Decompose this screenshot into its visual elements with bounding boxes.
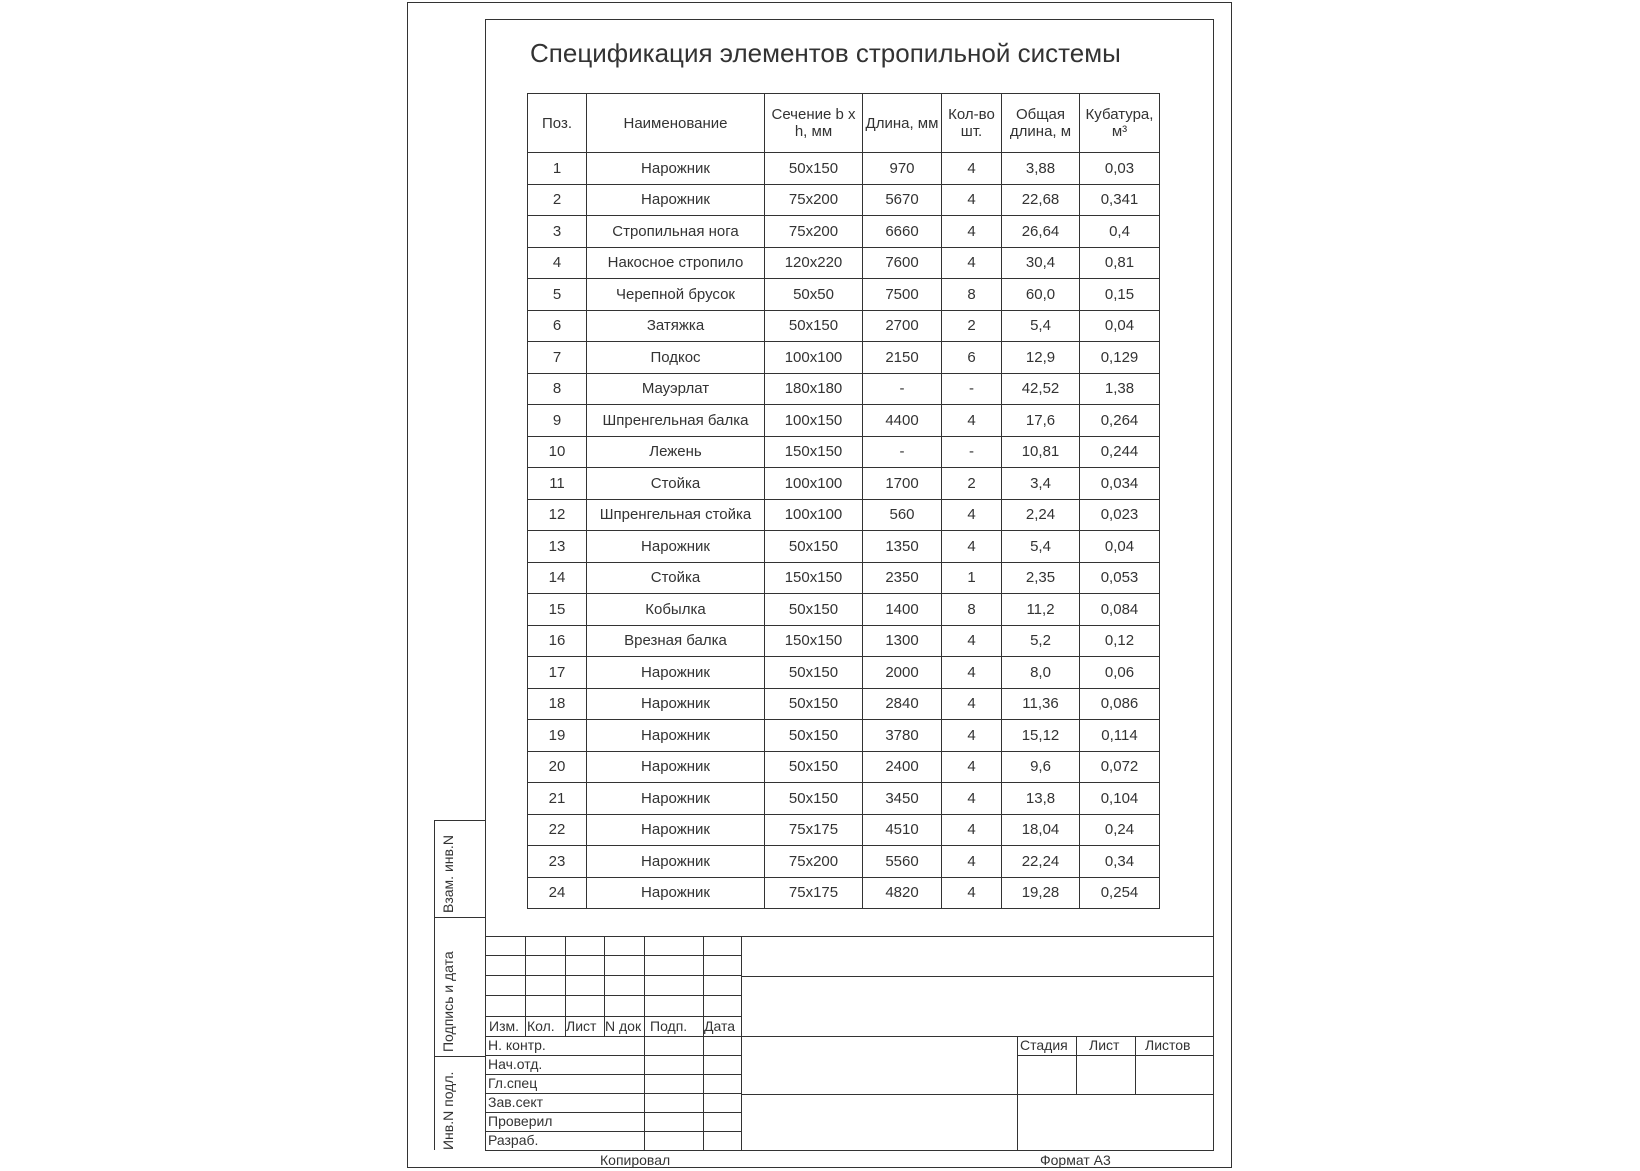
cell-section: 75x200 [765,846,863,878]
cell-length: 7600 [863,247,942,279]
stage-header-list: Лист [1089,1037,1120,1053]
cell-volume: 0,053 [1080,562,1160,594]
role-razrab: Разраб. [488,1132,539,1148]
cell-name: Стойка [587,468,765,500]
table-row [528,751,1160,783]
cell-name: Стропильная нога [587,216,765,248]
cell-pos: 21 [528,783,587,815]
cell-section: 50x50 [765,279,863,311]
cell-total-length: 42,52 [1002,373,1080,405]
stage-header-listov: Листов [1145,1037,1191,1053]
cell-pos: 18 [528,688,587,720]
cell-pos: 14 [528,562,587,594]
cell-total-length: 5,4 [1002,531,1080,563]
cell-total-length: 3,4 [1002,468,1080,500]
cell-pos: 17 [528,657,587,689]
table-header-row [528,94,1160,153]
table-row [528,688,1160,720]
cell-total-length: 15,12 [1002,720,1080,752]
cell-length: 2350 [863,562,942,594]
table-row [528,184,1160,216]
cell-volume: 0,15 [1080,279,1160,311]
side-strip-divider [434,820,435,1150]
cell-length: 1700 [863,468,942,500]
cell-section: 180x180 [765,373,863,405]
cell-pos: 20 [528,751,587,783]
cell-section: 75x175 [765,814,863,846]
cell-volume: 1,38 [1080,373,1160,405]
cell-length: 5560 [863,846,942,878]
table-body [528,153,1160,909]
cell-name: Мауэрлат [587,373,765,405]
cell-length: - [863,436,942,468]
cell-quantity: 4 [942,877,1002,909]
cell-volume: 0,264 [1080,405,1160,437]
table-row [528,877,1160,909]
cell-pos: 22 [528,814,587,846]
cell-quantity: 4 [942,153,1002,185]
cell-quantity: 1 [942,562,1002,594]
cell-section: 50x150 [765,751,863,783]
cell-length: 4510 [863,814,942,846]
table-row [528,720,1160,752]
cell-total-length: 8,0 [1002,657,1080,689]
cell-pos: 6 [528,310,587,342]
cell-volume: 0,81 [1080,247,1160,279]
cell-total-length: 19,28 [1002,877,1080,909]
side-label-vzam: Взам. инв.N [440,835,456,913]
table-row [528,436,1160,468]
table-row [528,310,1160,342]
header-total-length: Общая длина, м [1002,94,1080,153]
cell-quantity: 2 [942,310,1002,342]
cell-pos: 1 [528,153,587,185]
cell-volume: 0,244 [1080,436,1160,468]
cell-length: 4400 [863,405,942,437]
cell-pos: 19 [528,720,587,752]
table-row [528,625,1160,657]
table-row [528,468,1160,500]
cell-name: Подкос [587,342,765,374]
cell-volume: 0,03 [1080,153,1160,185]
cell-quantity: 4 [942,247,1002,279]
cell-volume: 0,129 [1080,342,1160,374]
cell-quantity: - [942,436,1002,468]
cell-name: Стойка [587,562,765,594]
cell-total-length: 12,9 [1002,342,1080,374]
cell-total-length: 2,35 [1002,562,1080,594]
cell-section: 50x150 [765,783,863,815]
cell-quantity: 4 [942,531,1002,563]
cell-total-length: 22,24 [1002,846,1080,878]
cell-volume: 0,06 [1080,657,1160,689]
cell-name: Нарожник [587,846,765,878]
cell-total-length: 13,8 [1002,783,1080,815]
table-row [528,594,1160,626]
cell-quantity: 4 [942,814,1002,846]
cell-quantity: 4 [942,751,1002,783]
cell-name: Накосное стропило [587,247,765,279]
cell-length: 5670 [863,184,942,216]
cell-quantity: 4 [942,657,1002,689]
title-block-divider [1017,1036,1018,1150]
cell-length: 3450 [863,783,942,815]
cell-volume: 0,114 [1080,720,1160,752]
cell-section: 100x100 [765,468,863,500]
col-header-izm: Изм. [489,1018,519,1034]
side-strip-line [434,1056,485,1057]
cell-total-length: 22,68 [1002,184,1080,216]
cell-name: Кобылка [587,594,765,626]
col-header-kol: Кол. [527,1018,555,1034]
header-pos: Поз. [528,94,587,153]
cell-pos: 7 [528,342,587,374]
cell-quantity: 4 [942,405,1002,437]
table-row [528,216,1160,248]
cell-pos: 2 [528,184,587,216]
cell-length: 4820 [863,877,942,909]
cell-section: 50x150 [765,657,863,689]
cell-length: 2840 [863,688,942,720]
col-header-list: Лист [566,1018,597,1034]
cell-quantity: 4 [942,783,1002,815]
cell-pos: 12 [528,499,587,531]
cell-volume: 0,12 [1080,625,1160,657]
cell-name: Нарожник [587,877,765,909]
cell-name: Нарожник [587,184,765,216]
page-title: Спецификация элементов стропильной системы [530,38,1121,68]
cell-name: Лежень [587,436,765,468]
rev-grid-divider [525,936,526,1036]
title-block-line [1017,1055,1214,1056]
cell-name: Нарожник [587,153,765,185]
cell-name: Черепной брусок [587,279,765,311]
footer-copied: Копировал [600,1152,671,1168]
cell-total-length: 5,4 [1002,310,1080,342]
cell-volume: 0,084 [1080,594,1160,626]
cell-volume: 0,24 [1080,814,1160,846]
cell-section: 50x150 [765,594,863,626]
cell-quantity: 4 [942,184,1002,216]
cell-quantity: 8 [942,279,1002,311]
side-strip-line [434,820,485,821]
col-header-data: Дата [704,1018,736,1034]
cell-length: 970 [863,153,942,185]
rev-grid-divider [703,936,704,1150]
cell-total-length: 11,36 [1002,688,1080,720]
table-row [528,247,1160,279]
cell-section: 50x150 [765,153,863,185]
cell-total-length: 3,88 [1002,153,1080,185]
cell-quantity: 4 [942,625,1002,657]
table-row [528,405,1160,437]
table-row [528,342,1160,374]
specification-table [527,93,1160,909]
cell-length: 560 [863,499,942,531]
cell-pos: 16 [528,625,587,657]
cell-length: 1400 [863,594,942,626]
side-label-inv: Инв.N подл. [440,1071,456,1150]
cell-section: 50x150 [765,310,863,342]
cell-total-length: 18,04 [1002,814,1080,846]
cell-length: - [863,373,942,405]
cell-name: Затяжка [587,310,765,342]
cell-volume: 0,4 [1080,216,1160,248]
cell-length: 2000 [863,657,942,689]
cell-section: 75x200 [765,184,863,216]
cell-total-length: 9,6 [1002,751,1080,783]
cell-length: 2150 [863,342,942,374]
cell-section: 150x150 [765,436,863,468]
header-quantity: Кол-во шт. [942,94,1002,153]
cell-volume: 0,086 [1080,688,1160,720]
col-header-podp: Подп. [650,1018,688,1034]
cell-volume: 0,04 [1080,310,1160,342]
cell-pos: 4 [528,247,587,279]
title-block-divider [1135,1036,1136,1094]
cell-section: 50x150 [765,531,863,563]
cell-pos: 23 [528,846,587,878]
cell-pos: 15 [528,594,587,626]
cell-quantity: 4 [942,499,1002,531]
cell-section: 100x100 [765,342,863,374]
cell-total-length: 30,4 [1002,247,1080,279]
cell-name: Нарожник [587,720,765,752]
cell-pos: 9 [528,405,587,437]
header-volume: Кубатура, м³ [1080,94,1160,153]
cell-quantity: 6 [942,342,1002,374]
cell-name: Нарожник [587,657,765,689]
cell-length: 2700 [863,310,942,342]
cell-length: 6660 [863,216,942,248]
cell-section: 150x150 [765,562,863,594]
table-row [528,499,1160,531]
cell-volume: 0,104 [1080,783,1160,815]
cell-section: 75x200 [765,216,863,248]
cell-section: 50x150 [765,720,863,752]
table-row [528,814,1160,846]
cell-total-length: 11,2 [1002,594,1080,626]
cell-pos: 8 [528,373,587,405]
cell-name: Нарожник [587,814,765,846]
cell-total-length: 10,81 [1002,436,1080,468]
cell-name: Врезная балка [587,625,765,657]
table-row [528,531,1160,563]
title-block-divider [741,936,742,1150]
side-label-signature: Подпись и дата [440,951,456,1052]
header-length: Длина, мм [863,94,942,153]
cell-quantity: 4 [942,688,1002,720]
cell-section: 100x100 [765,499,863,531]
cell-name: Нарожник [587,751,765,783]
cell-volume: 0,034 [1080,468,1160,500]
cell-quantity: 4 [942,720,1002,752]
role-n-kontr: Н. контр. [488,1037,546,1053]
cell-name: Шпренгельная стойка [587,499,765,531]
cell-pos: 10 [528,436,587,468]
table-row [528,279,1160,311]
cell-length: 1350 [863,531,942,563]
cell-section: 100x150 [765,405,863,437]
stage-header-stadiya: Стадия [1020,1037,1068,1053]
cell-name: Шпренгельная балка [587,405,765,437]
cell-name: Нарожник [587,531,765,563]
cell-length: 1300 [863,625,942,657]
side-strip-line [434,917,485,918]
cell-quantity: 8 [942,594,1002,626]
cell-total-length: 5,2 [1002,625,1080,657]
table-row [528,783,1160,815]
role-proveril: Проверил [488,1113,553,1129]
cell-total-length: 17,6 [1002,405,1080,437]
table-row [528,373,1160,405]
cell-volume: 0,023 [1080,499,1160,531]
cell-volume: 0,254 [1080,877,1160,909]
cell-section: 50x150 [765,688,863,720]
cell-length: 2400 [863,751,942,783]
table-row [528,846,1160,878]
cell-pos: 13 [528,531,587,563]
cell-section: 120x220 [765,247,863,279]
table-row [528,657,1160,689]
role-nach-otd: Нач.отд. [488,1056,543,1072]
cell-total-length: 2,24 [1002,499,1080,531]
title-block-divider [1076,1036,1077,1094]
cell-pos: 24 [528,877,587,909]
rev-grid-divider [644,936,645,1150]
cell-quantity: - [942,373,1002,405]
cell-quantity: 2 [942,468,1002,500]
cell-name: Нарожник [587,783,765,815]
cell-volume: 0,072 [1080,751,1160,783]
cell-volume: 0,34 [1080,846,1160,878]
cell-pos: 3 [528,216,587,248]
cell-quantity: 4 [942,216,1002,248]
cell-name: Нарожник [587,688,765,720]
title-block-line [741,976,1214,977]
cell-length: 7500 [863,279,942,311]
title-block-line [741,1094,1214,1095]
role-gl-spec: Гл.спец [488,1075,538,1091]
cell-section: 150x150 [765,625,863,657]
cell-total-length: 26,64 [1002,216,1080,248]
cell-section: 75x175 [765,877,863,909]
cell-length: 3780 [863,720,942,752]
cell-volume: 0,341 [1080,184,1160,216]
footer-format: Формат А3 [1040,1152,1111,1168]
table-row [528,153,1160,185]
header-name: Наименование [587,94,765,153]
cell-pos: 11 [528,468,587,500]
title-block-top [485,936,1214,937]
cell-volume: 0,04 [1080,531,1160,563]
header-section: Сечение b x h, мм [765,94,863,153]
cell-pos: 5 [528,279,587,311]
col-header-ndok: N док [605,1018,642,1034]
cell-total-length: 60,0 [1002,279,1080,311]
table-row [528,562,1160,594]
cell-quantity: 4 [942,846,1002,878]
role-zav-sekt: Зав.сект [488,1094,544,1110]
